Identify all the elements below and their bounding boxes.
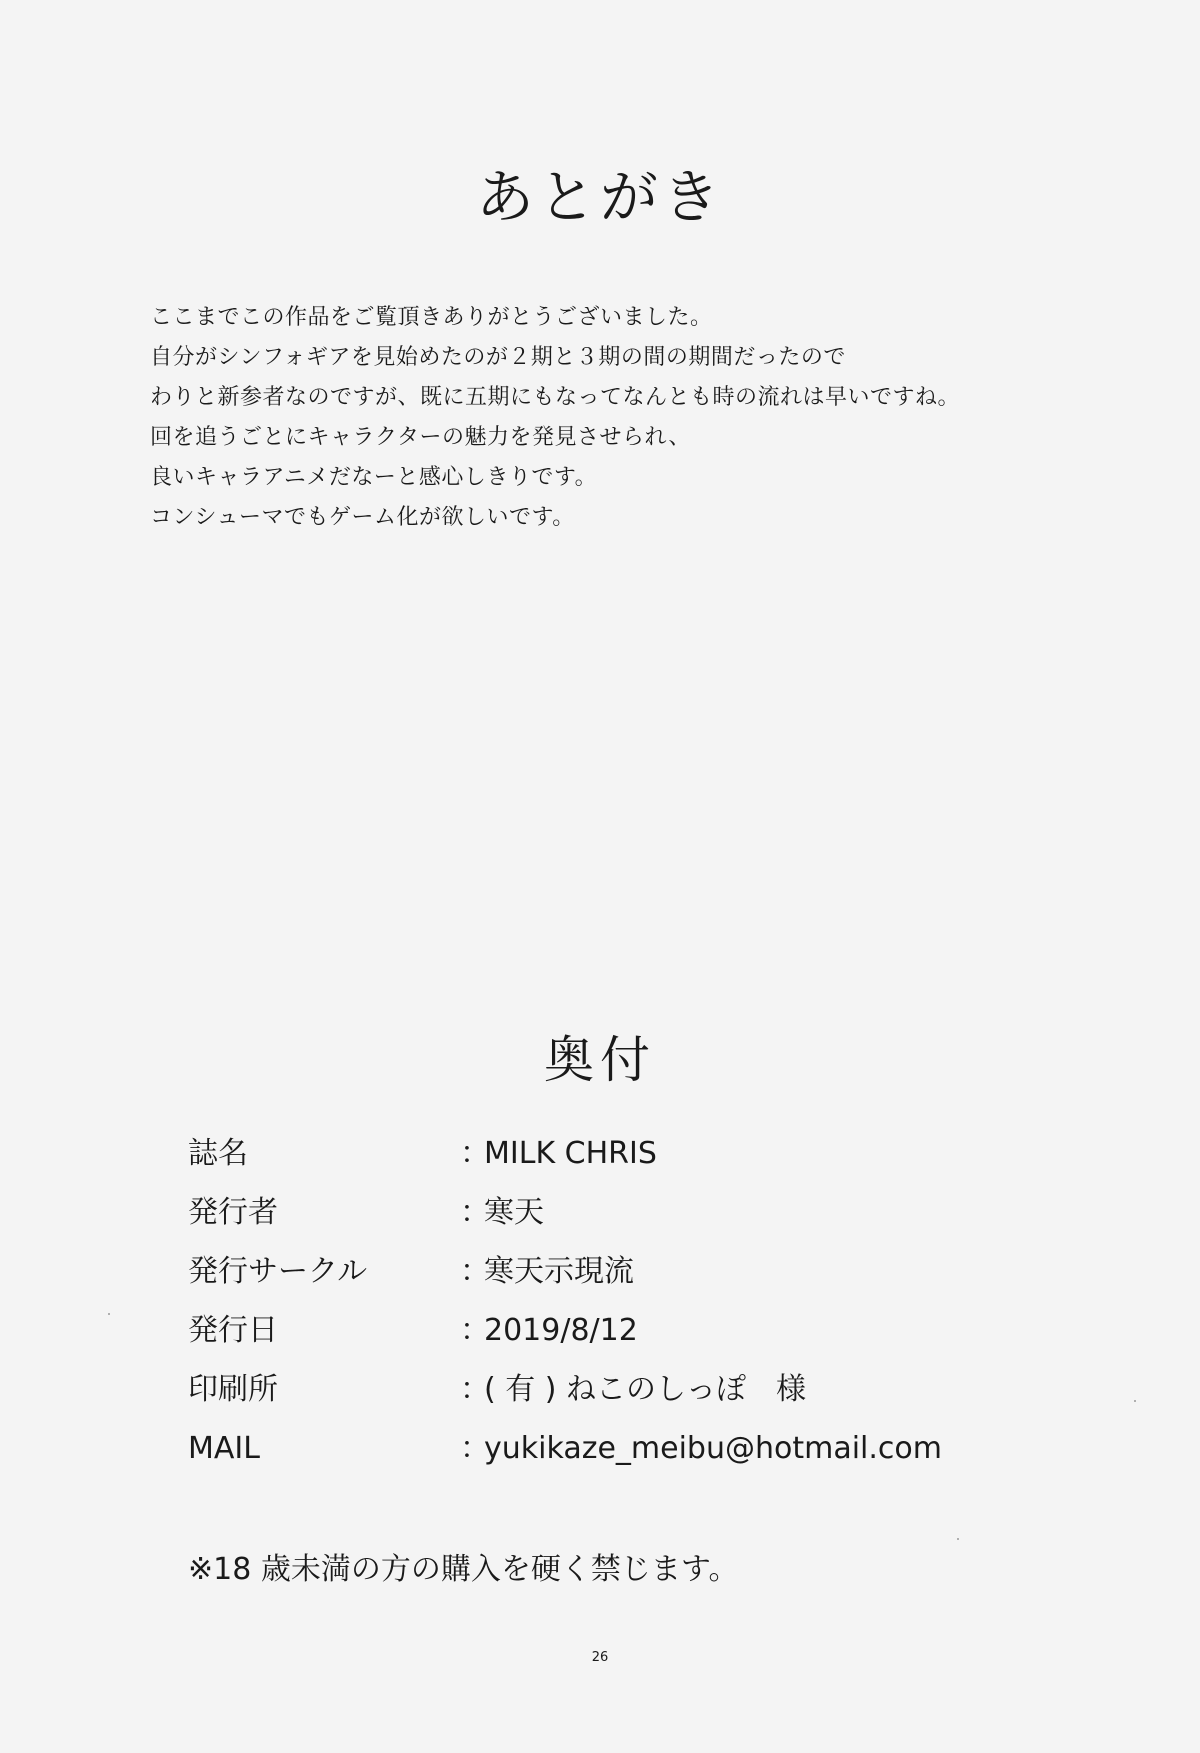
colophon-value: 寒天示現流	[484, 1254, 634, 1289]
afterword-line: 回を追うごとにキャラクターの魅力を発見させられ、	[150, 425, 691, 450]
colophon-colon: ：	[460, 1195, 490, 1230]
age-restriction-notice: ※18 歳未満の方の購入を硬く禁じます。	[188, 1552, 739, 1587]
afterword-title: あとがき	[475, 163, 724, 231]
colophon-row-circle	[188, 1242, 1088, 1301]
colophon-row-date	[188, 1301, 1088, 1360]
colophon-colon: ：	[460, 1136, 490, 1171]
colophon-title: 奥付	[544, 1031, 656, 1089]
colophon-row-mail	[188, 1419, 1088, 1478]
colophon-value: 寒天	[484, 1195, 544, 1230]
colophon-label: 発行サークル	[188, 1254, 368, 1289]
afterword-line: 自分がシンフォギアを見始めたのが２期と３期の間の期間だったので	[150, 345, 846, 370]
colophon-label: 発行日	[188, 1313, 278, 1348]
afterword-line: ここまでこの作品をご覧頂きありがとうございました。	[150, 305, 713, 330]
colophon-colon: ：	[460, 1372, 490, 1407]
colophon-value: yukikaze_meibu@hotmail.com	[484, 1431, 942, 1466]
colophon-label: 印刷所	[188, 1372, 278, 1407]
colophon-colon: ：	[460, 1431, 490, 1466]
colophon-row-printer	[188, 1360, 1088, 1419]
afterword-line: 良いキャラアニメだなーと感心しきりです。	[150, 465, 598, 490]
colophon-value: 2019/8/12	[484, 1313, 638, 1348]
colophon-row-title	[188, 1124, 1088, 1183]
colophon-value: ( 有 ) ねこのしっぽ 様	[484, 1372, 807, 1407]
colophon-label: 発行者	[188, 1195, 278, 1230]
page-number: 26	[591, 1650, 609, 1665]
afterword-line: わりと新参者なのですが、既に五期にもなってなんとも時の流れは早いですね。	[150, 385, 961, 410]
colophon-row-publisher	[188, 1183, 1088, 1242]
colophon-label: MAIL	[188, 1431, 260, 1466]
colophon-label: 誌名	[188, 1136, 248, 1171]
colophon-table	[188, 1124, 1088, 1478]
paper-speck	[108, 1313, 110, 1315]
afterword-body	[150, 298, 1110, 538]
afterword-line: コンシューマでもゲーム化が欲しいです。	[150, 505, 575, 530]
colophon-colon: ：	[460, 1313, 490, 1348]
colophon-value: MILK CHRIS	[484, 1136, 657, 1171]
paper-speck	[957, 1538, 959, 1540]
colophon-colon: ：	[460, 1254, 490, 1289]
paper-speck	[1134, 1400, 1136, 1402]
